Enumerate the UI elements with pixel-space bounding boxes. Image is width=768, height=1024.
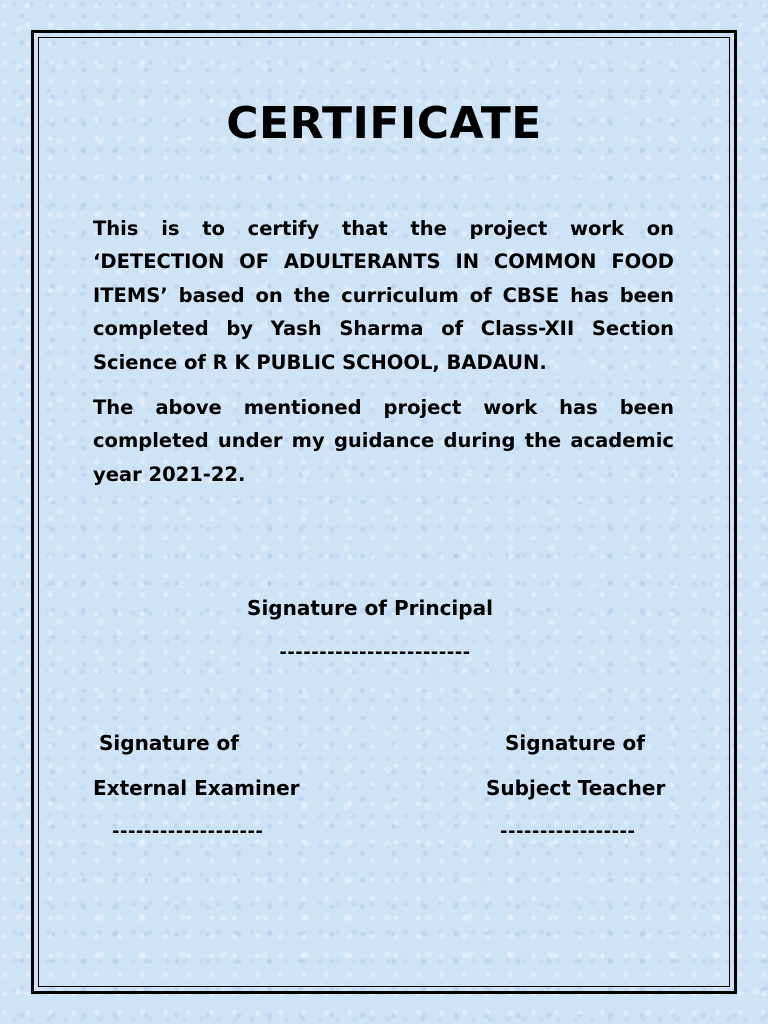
- external-examiner-signature-line: -------------------: [112, 821, 264, 842]
- certificate-paragraph-1: This is to certify that the project work on ‘DETECTION OF ADULTERANTS IN COMMON FOOD ITEMS’ based on the curriculum of CBSE has been completed by Yash Sharma of Class-XII Section Science of R K PUBLIC SCHOOL, BADAUN.: [93, 217, 674, 374]
- external-examiner-label-line2: External Examiner: [93, 776, 300, 800]
- certificate-title: CERTIFICATE: [226, 98, 542, 149]
- principal-signature-line: ------------------------: [279, 642, 471, 663]
- principal-signature-label: Signature of Principal: [247, 596, 493, 620]
- subject-teacher-signature-line: -----------------: [500, 821, 636, 842]
- certificate-paragraph-2: The above mentioned project work has been completed under my guidance during the academic year 2021-22.: [93, 396, 674, 486]
- subject-teacher-label-line1: Signature of: [505, 731, 645, 755]
- subject-teacher-label-line2: Subject Teacher: [486, 776, 666, 800]
- external-examiner-label-line1: Signature of: [99, 731, 239, 755]
